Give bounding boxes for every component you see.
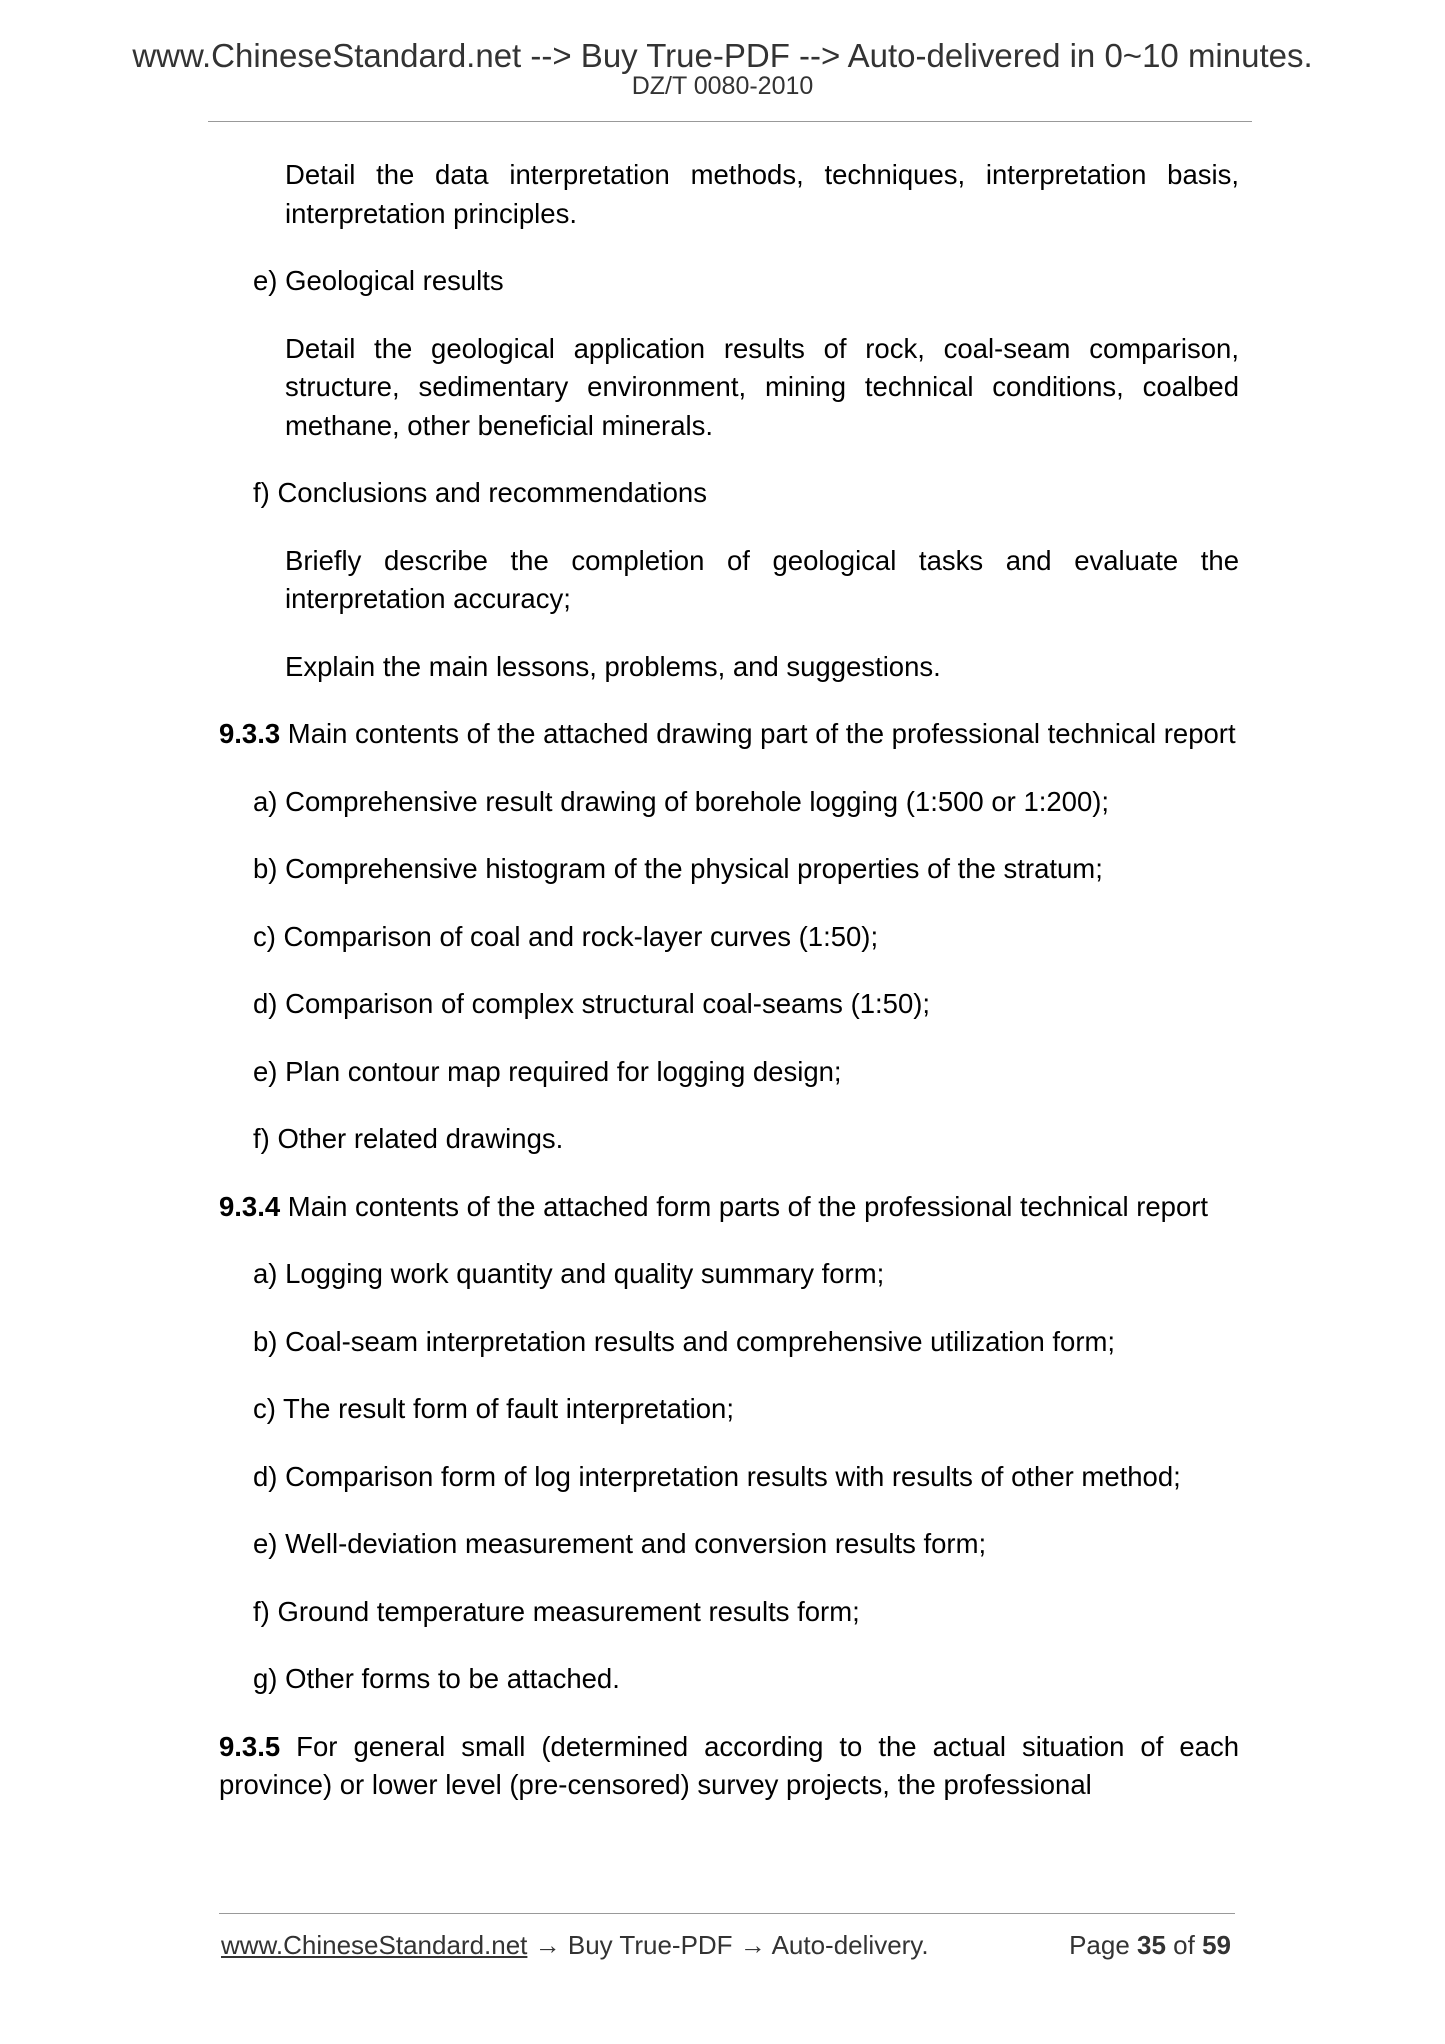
item-e-text: Detail the geological application results of rock, coal-seam comparison, structure, sedimentary environment, mining technical conditions, coalbed methane, other beneficial minerals. <box>285 332 1239 441</box>
list-item: a) Comprehensive result drawing of borehole logging (1:500 or 1:200); <box>253 785 1110 817</box>
clause-text: Main contents of the attached form parts of the professional technical report <box>280 1190 1209 1222</box>
list-item: c) Comparison of coal and rock-layer curves (1:50); <box>253 920 879 952</box>
page-word: Page <box>1069 1930 1138 1960</box>
footer-promo: → Buy True-PDF → Auto-delivery. <box>527 1930 929 1960</box>
footer-link[interactable]: www.ChineseStandard.net <box>221 1930 528 1960</box>
header-divider <box>208 121 1252 122</box>
list-item: e) Well-deviation measurement and conversion results form; <box>253 1528 987 1559</box>
page-footer <box>221 1930 1231 1960</box>
list-item: c) The result form of fault interpretation; <box>253 1393 734 1424</box>
page-total: 59 <box>1202 1930 1231 1960</box>
list-item: e) Plan contour map required for logging design; <box>253 1055 842 1087</box>
page-indicator <box>1069 1930 1231 1960</box>
page-number: 35 <box>1137 1930 1166 1960</box>
list-item: g) Other forms to be attached. <box>253 1663 620 1694</box>
list-item: b) Comprehensive histogram of the physical properties of the stratum; <box>253 853 1103 884</box>
item-f-title: f) Conclusions and recommendations <box>253 477 707 508</box>
clause-number: 9.3.3 <box>219 718 281 749</box>
clause-9-3-4 <box>219 1188 1239 1227</box>
footer-divider <box>219 1913 1235 1914</box>
clause-text: Main contents of the attached drawing part of the professional technical report <box>280 718 1236 749</box>
clause-9-3-3 <box>219 715 1239 754</box>
clause-number: 9.3.5 <box>219 1730 281 1762</box>
standard-code: DZ/T 0080-2010 <box>631 72 814 100</box>
of-word: of <box>1165 1930 1203 1960</box>
paragraph-interpretation: Detail the data interpretation methods, techniques, interpretation basis, interpretation principles. <box>285 159 1239 229</box>
document-body <box>219 156 1239 1834</box>
item-e-title: e) Geological results <box>253 265 504 296</box>
list-item: f) Other related drawings. <box>253 1123 564 1154</box>
list-item: b) Coal-seam interpretation results and comprehensive utilization form; <box>253 1325 1116 1357</box>
list-item: d) Comparison form of log interpretation results with results of other method; <box>253 1460 1181 1492</box>
item-f-text-1: Briefly describe the completion of geological tasks and evaluate the interpretation accuracy; <box>285 544 1239 614</box>
header-banner: www.ChineseStandard.net --> Buy True-PDF --> Auto-delivered in 0~10 minutes. <box>132 37 1313 74</box>
item-f-text-2: Explain the main lessons, problems, and suggestions. <box>285 650 941 682</box>
list-item: d) Comparison of complex structural coal-seams (1:50); <box>253 988 931 1019</box>
list-item: f) Ground temperature measurement results form; <box>253 1595 860 1627</box>
clause-text: For general small (determined according to the actual situation of each province) or lower level (pre-censored) survey projects, the professional <box>219 1730 1239 1800</box>
clause-9-3-5 <box>219 1728 1239 1805</box>
clause-number: 9.3.4 <box>219 1190 281 1222</box>
list-item: a) Logging work quantity and quality summary form; <box>253 1258 885 1289</box>
